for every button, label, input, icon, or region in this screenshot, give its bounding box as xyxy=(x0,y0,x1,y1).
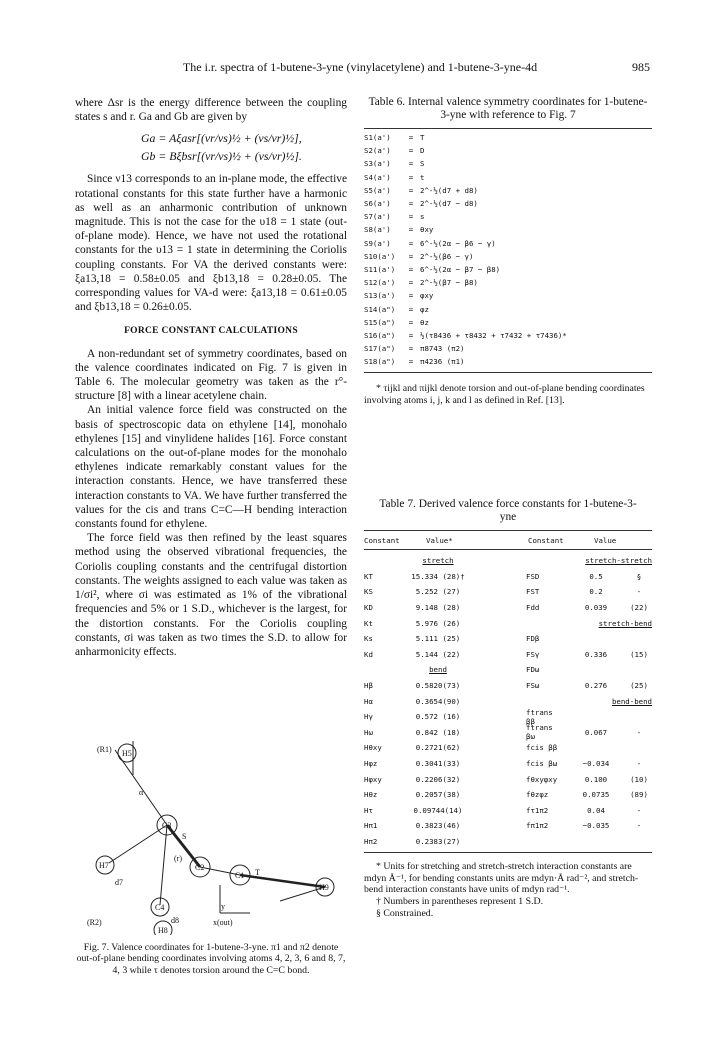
label-r: (r) xyxy=(174,854,182,863)
table6-cell-s: S12(a') xyxy=(364,278,396,288)
table7-constant: Hπ2 xyxy=(364,836,378,846)
table7-top-rule xyxy=(364,530,652,531)
table6-row xyxy=(364,184,652,197)
table6-top-rule xyxy=(364,128,652,129)
table6-cell-v: D xyxy=(420,146,425,156)
label-c4: C4 xyxy=(155,903,165,912)
table7-left-row xyxy=(364,662,526,678)
table6-cell-v: φxy xyxy=(420,291,434,301)
table6-row xyxy=(364,210,652,223)
table6-cell-s: S15(a") xyxy=(364,317,396,327)
table6-cell-s: S11(a') xyxy=(364,264,396,274)
table7-value: 0.336 xyxy=(584,649,608,659)
table7-value: 0.2721(62) xyxy=(415,743,461,753)
table7-subheading: stretch-bend xyxy=(598,618,652,628)
table6-cell-e: = xyxy=(408,185,414,195)
table6-cell-v: 2^-½(d7 − d8) xyxy=(420,199,478,209)
table7-right-row xyxy=(526,740,652,756)
table7-note: (15) xyxy=(630,649,648,659)
table7-right-row xyxy=(526,771,652,787)
label-h9: H9 xyxy=(319,883,329,892)
table7-value: −0.035 xyxy=(582,821,610,831)
table7-footnote-units: * Units for stretching and stretch-stretch interaction constants are mdyn Å⁻¹, for bending constants units are mdyn·Å rad⁻², and stretch-bend interaction constants have units of mdyn rad⁻¹. xyxy=(364,861,639,896)
table7-constant: fπ1π2 xyxy=(526,821,549,831)
table7-left-row xyxy=(364,569,526,585)
table6-row xyxy=(364,316,652,329)
table7-constant: Ks xyxy=(364,634,373,644)
table7-constant: Hω xyxy=(364,727,373,737)
label-c2: C2 xyxy=(195,863,205,872)
label-h7: H7 xyxy=(99,861,109,870)
table7-value: 0.2206(32) xyxy=(415,774,461,784)
table7-right-row xyxy=(526,569,652,585)
table7-constant: ftrans βω xyxy=(526,723,553,742)
table7-constant: Hπ1 xyxy=(364,821,378,831)
label-d7: d7 xyxy=(115,878,123,887)
left-column xyxy=(75,96,347,659)
table7-constant: Hφxy xyxy=(364,774,382,784)
table7-left-row xyxy=(364,756,526,772)
table6-row xyxy=(364,131,652,144)
table6-row xyxy=(364,263,652,276)
table7-subheading: bend xyxy=(429,665,447,675)
table7-constant: KD xyxy=(364,603,373,613)
intro-text: where Δsr is the energy difference between the coupling states s and r. Ga and Gb are given by xyxy=(75,97,347,124)
label-r2: (R2) xyxy=(87,918,102,927)
table6-row xyxy=(364,302,652,315)
table7-right-row xyxy=(526,725,652,741)
table7-left-row xyxy=(364,631,526,647)
table7-value: 0.5 xyxy=(589,571,603,581)
table6-cell-s: S1(a') xyxy=(364,133,391,143)
table7-header-value-1: Value* xyxy=(426,536,453,545)
table7-right-row xyxy=(526,818,652,834)
table6-row xyxy=(364,223,652,236)
table6-cell-e: = xyxy=(408,291,414,301)
table7-constant: fcis ββ xyxy=(526,743,558,753)
table6-cell-s: S9(a') xyxy=(364,238,391,248)
table6-cell-e: = xyxy=(408,212,414,222)
table7-value: 0.2383(27) xyxy=(415,836,461,846)
table7-left-row xyxy=(364,818,526,834)
table7-footnote-constrained: § Constrained. xyxy=(376,907,434,919)
table6-row xyxy=(364,329,652,342)
table6-row xyxy=(364,355,652,368)
table6-cell-e: = xyxy=(408,146,414,156)
table6-cell-s: S14(a") xyxy=(364,304,396,314)
table7-left-row xyxy=(364,834,526,850)
table7-constant: FDω xyxy=(526,665,540,675)
table6-bottom-rule xyxy=(364,372,652,373)
table7-constant: KS xyxy=(364,587,373,597)
table6-row xyxy=(364,342,652,355)
table6-caption: Table 6. Internal valence symmetry coordinates for 1-butene-3-yne with reference to Fig. 7 xyxy=(368,96,648,121)
table7-constant: fθxyφxy xyxy=(526,774,558,784)
table7-note: § xyxy=(636,571,642,581)
figure-7-diagram xyxy=(75,735,347,935)
table7-constant: fcis βω xyxy=(526,759,558,769)
table6-cell-v: ½(τ8436 + τ8432 + τ7432 + τ7436)* xyxy=(420,330,567,340)
table7-constant: FDβ xyxy=(526,634,540,644)
table7-left-row xyxy=(364,787,526,803)
table7-left-row xyxy=(364,803,526,819)
table6-cell-v: t xyxy=(420,172,425,182)
paragraph-coriolis: Since ν13 corresponds to an in-plane mode, the effective rotational constants for this state further have a harmonic as well as an anharmonic contribution of unknown magnitude. This is not the case for the υ18 = 1 state (out-of-plane mode). Hence, we have not used the rotational constants for the υ13 = 1 state in determining the Coriolis coupling constants. For VA the derived constants were: ξa13,18 = 0.58±0.05 and ξb13,18 = 0.28±0.05. The corresponding values for VA-d were: ξa13,18 = 0.61±0.05 and ξb13,18 = 0.26±0.05. xyxy=(75,173,347,314)
table6-cell-v: π4236 (π1) xyxy=(420,357,465,367)
paragraph-least-squares: The force field was then refined by the least squares method using the observed vibrational frequencies, the Coriolis coupling constants and the centrifugal distortion constants. The weights assigned to each value was taken as 1/σi², where σi was estimated as 1% of the vibrational frequencies and 5% or 1 S.D., whichever is the largest, for the distortion constants. For the Coriolis coupling constants, σi was taken as two times the S.D. to allow for anharmonicity effects. xyxy=(75,532,347,658)
table6-cell-e: = xyxy=(408,225,414,235)
table7-note: - xyxy=(636,727,642,737)
table7-value: 5.144 (22) xyxy=(415,649,461,659)
table7-header-constant-2: Constant xyxy=(528,536,564,545)
label-c3: C3 xyxy=(162,821,172,830)
table6 xyxy=(364,96,652,407)
table7-right-row xyxy=(526,615,652,631)
table7 xyxy=(364,498,652,919)
table7-value: 5.976 (26) xyxy=(415,618,461,628)
table6-row xyxy=(364,289,652,302)
table7-constant: KT xyxy=(364,571,373,581)
table7-value: 0.2 xyxy=(589,587,603,597)
section-heading: FORCE CONSTANT CALCULATIONS xyxy=(124,326,298,337)
table7-right-row xyxy=(526,693,652,709)
table6-cell-e: = xyxy=(408,344,414,354)
table6-cell-v: θxy xyxy=(420,225,434,235)
table6-cell-s: S13(a') xyxy=(364,291,396,301)
table7-value: 0.3654(90) xyxy=(415,696,461,706)
running-head: The i.r. spectra of 1-butene-3-yne (vinylacetylene) and 1-butene-3-yne-4d xyxy=(182,60,538,74)
table7-constant: Hθz xyxy=(364,790,378,800)
table7-right-row xyxy=(526,600,652,616)
table6-cell-s: S5(a') xyxy=(364,185,391,195)
table6-cell-s: S4(a') xyxy=(364,172,391,182)
paragraph-symmetry: A non-redundant set of symmetry coordinates, based on the valence coordinates indicated on Fig. 7 is given in Table 6. The molecular geometry was taken as the r°-structure [8] with a linear acetylene chain. xyxy=(75,347,347,403)
table7-footnote-sd: † Numbers in parentheses represent 1 S.D. xyxy=(376,896,544,908)
table7-value: 9.148 (28) xyxy=(415,603,461,613)
table7-value: 0.04 xyxy=(587,805,605,815)
label-alpha: α xyxy=(139,788,144,797)
table7-value: 0.2057(38) xyxy=(415,790,461,800)
table6-cell-s: S2(a') xyxy=(364,146,391,156)
table7-right-row xyxy=(526,553,652,569)
table7-note: - xyxy=(636,805,642,815)
equation-ga: Ga = Aξasr[(νr/νs)½ + (νs/νr)½], xyxy=(141,131,302,146)
table7-value: 5.111 (25) xyxy=(415,634,461,644)
table6-cell-s: S3(a') xyxy=(364,159,391,169)
table6-cell-v: 6^-½(2α − β7 − β8) xyxy=(420,264,501,274)
table6-cell-v: S xyxy=(420,159,425,169)
table7-bottom-rule xyxy=(364,852,652,853)
table7-left-row xyxy=(364,740,526,756)
table6-cell-v: θz xyxy=(420,317,429,327)
table7-note: (25) xyxy=(630,681,648,691)
label-c1: C1 xyxy=(235,871,245,880)
table7-constant: Hβ xyxy=(364,681,373,691)
table7-left-block xyxy=(364,553,526,849)
table7-value: 0.276 xyxy=(584,681,608,691)
table6-cell-e: = xyxy=(408,357,414,367)
table6-cell-e: = xyxy=(408,278,414,288)
table7-constant: FSω xyxy=(526,681,540,691)
table7-note: - xyxy=(636,587,642,597)
table7-header-constant-1: Constant xyxy=(364,536,400,545)
table7-right-row xyxy=(526,662,652,678)
table7-header-rule xyxy=(364,549,652,550)
label-r1: (R1) xyxy=(97,745,112,754)
table7-subheading: bend-bend xyxy=(611,696,652,706)
table7-note: (22) xyxy=(630,603,648,613)
label-y: y xyxy=(221,902,225,911)
table7-note: (10) xyxy=(630,774,648,784)
table7-value: 0.3823(46) xyxy=(415,821,461,831)
table6-row xyxy=(364,197,652,210)
label-h8: H8 xyxy=(158,926,168,935)
table6-row xyxy=(364,144,652,157)
table7-note: (89) xyxy=(630,790,648,800)
table7-value: 0.3041(33) xyxy=(415,759,461,769)
table7-value: 0.0735 xyxy=(582,790,610,800)
table7-value: 5.252 (27) xyxy=(415,587,461,597)
table7-constant: fτ1π2 xyxy=(526,805,549,815)
table6-body xyxy=(364,131,652,368)
table7-left-row xyxy=(364,553,526,569)
table7-right-row xyxy=(526,631,652,647)
paragraph-force-field: An initial valence force field was constructed on the basis of spectroscopic data on ethylene [14], monohalo ethylenes [15] and vinylidene halides [16]. Force constant calculations on the out-of-plane modes for the monohalo ethylenes indicate remarkably constant values for the interaction constants. Hence, we have transferred these interaction constants to VA. We have further transferred the values for the cis and trans C=C—H bending interaction constants found for ethylene. xyxy=(75,404,347,531)
table7-right-block xyxy=(526,553,652,849)
table6-cell-v: π8743 (π2) xyxy=(420,344,465,354)
table7-right-row xyxy=(526,584,652,600)
table6-cell-e: = xyxy=(408,159,414,169)
page-number: 985 xyxy=(632,60,650,74)
table7-right-row xyxy=(526,678,652,694)
table7-value: 0.067 xyxy=(584,727,608,737)
table6-cell-e: = xyxy=(408,238,414,248)
table6-cell-s: S8(a') xyxy=(364,225,391,235)
table7-left-row xyxy=(364,615,526,631)
table6-cell-e: = xyxy=(408,199,414,209)
table7-constant: Fdd xyxy=(526,603,540,613)
figure-7-caption: Fig. 7. Valence coordinates for 1-butene-3-yne. π1 and π2 denote out-of-plane bending coordinates involving atoms 4, 2, 3, 6 and 8, 7, 4, 3 while τ denotes torsion around the C=C bond. xyxy=(76,942,346,976)
table7-left-row xyxy=(364,678,526,694)
table6-row xyxy=(364,157,652,170)
table6-cell-v: s xyxy=(420,212,425,222)
table7-value: 0.5820(73) xyxy=(415,681,461,691)
table7-constant: Kd xyxy=(364,649,373,659)
label-x-out: x(out) xyxy=(213,918,233,927)
table7-right-row xyxy=(526,756,652,772)
table6-cell-v: T xyxy=(420,133,425,143)
table7-left-row xyxy=(364,647,526,663)
table6-row xyxy=(364,237,652,250)
table7-left-row xyxy=(364,584,526,600)
table7-subheading: stretch-stretch xyxy=(585,556,652,566)
table7-left-row xyxy=(364,725,526,741)
table6-cell-v: 2^-½(d7 + d8) xyxy=(420,185,478,195)
table7-note: - xyxy=(636,759,642,769)
table7-value: 0.572 (16) xyxy=(415,712,461,722)
table7-body xyxy=(364,553,652,849)
table7-constant: ftrans ββ xyxy=(526,707,553,726)
table7-constant: Hγ xyxy=(364,712,373,722)
table7-left-row xyxy=(364,600,526,616)
table6-footnote: * τijkl and πijkl denote torsion and out-of-plane bending coordinates involving atoms i, j, k and l as defined in Ref. [13]. xyxy=(364,383,645,406)
label-h5: H5 xyxy=(122,749,132,758)
table6-cell-e: = xyxy=(408,172,414,182)
table7-note: - xyxy=(636,821,642,831)
table6-cell-e: = xyxy=(408,330,414,340)
table6-cell-v: 2^-½(β7 − β8) xyxy=(420,278,478,288)
table7-constant: FSD xyxy=(526,571,540,581)
table6-cell-e: = xyxy=(408,133,414,143)
table7-right-row xyxy=(526,803,652,819)
table6-cell-v: φz xyxy=(420,304,429,314)
table7-value: 0.842 (18) xyxy=(415,727,461,737)
table6-cell-s: S16(a") xyxy=(364,330,396,340)
table6-cell-s: S10(a') xyxy=(364,251,396,261)
table6-cell-e: = xyxy=(408,317,414,327)
table7-subheading: stretch xyxy=(422,556,454,566)
table7-value: 0.09744(14) xyxy=(413,805,463,815)
table7-header xyxy=(364,536,652,545)
table7-right-row xyxy=(526,709,652,725)
table6-cell-s: S6(a') xyxy=(364,199,391,209)
equation-gb: Gb = Bξbsr[(νr/νs)½ + (νs/νr)½]. xyxy=(141,149,302,164)
table7-constant: FSγ xyxy=(526,649,540,659)
table7-constant: Hθxy xyxy=(364,743,382,753)
table7-constant: Kt xyxy=(364,618,373,628)
table7-constant: Hα xyxy=(364,696,373,706)
table6-cell-e: = xyxy=(408,251,414,261)
label-t: T xyxy=(255,868,260,877)
table7-value: −0.034 xyxy=(582,759,610,769)
table7-constant: fθzφz xyxy=(526,790,549,800)
table6-cell-v: 6^-½(2α − β6 − γ) xyxy=(420,238,496,248)
table7-constant: FST xyxy=(526,587,540,597)
table7-header-value-2: Value xyxy=(594,536,617,545)
table6-cell-v: 2^-½(β6 − γ) xyxy=(420,251,474,261)
label-d8: d8 xyxy=(171,916,179,925)
table7-constant: Hτ xyxy=(364,805,373,815)
table7-caption: Table 7. Derived valence force constants for 1-butene-3-yne xyxy=(379,498,637,523)
table7-constant: Hφz xyxy=(364,759,378,769)
table7-left-row xyxy=(364,771,526,787)
table7-left-row xyxy=(364,693,526,709)
table6-cell-e: = xyxy=(408,264,414,274)
table7-value: 0.039 xyxy=(584,603,608,613)
table7-value: 0.100 xyxy=(584,774,608,784)
table6-cell-s: S17(a") xyxy=(364,344,396,354)
table6-cell-e: = xyxy=(408,304,414,314)
table6-row xyxy=(364,276,652,289)
table6-cell-s: S7(a') xyxy=(364,212,391,222)
table7-right-row xyxy=(526,647,652,663)
table6-row xyxy=(364,171,652,184)
table6-cell-s: S18(a") xyxy=(364,357,396,367)
table6-row xyxy=(364,250,652,263)
table7-value: 15.334 (28)† xyxy=(411,571,465,581)
table7-right-row xyxy=(526,787,652,803)
label-s: S xyxy=(182,832,187,841)
table7-left-row xyxy=(364,709,526,725)
